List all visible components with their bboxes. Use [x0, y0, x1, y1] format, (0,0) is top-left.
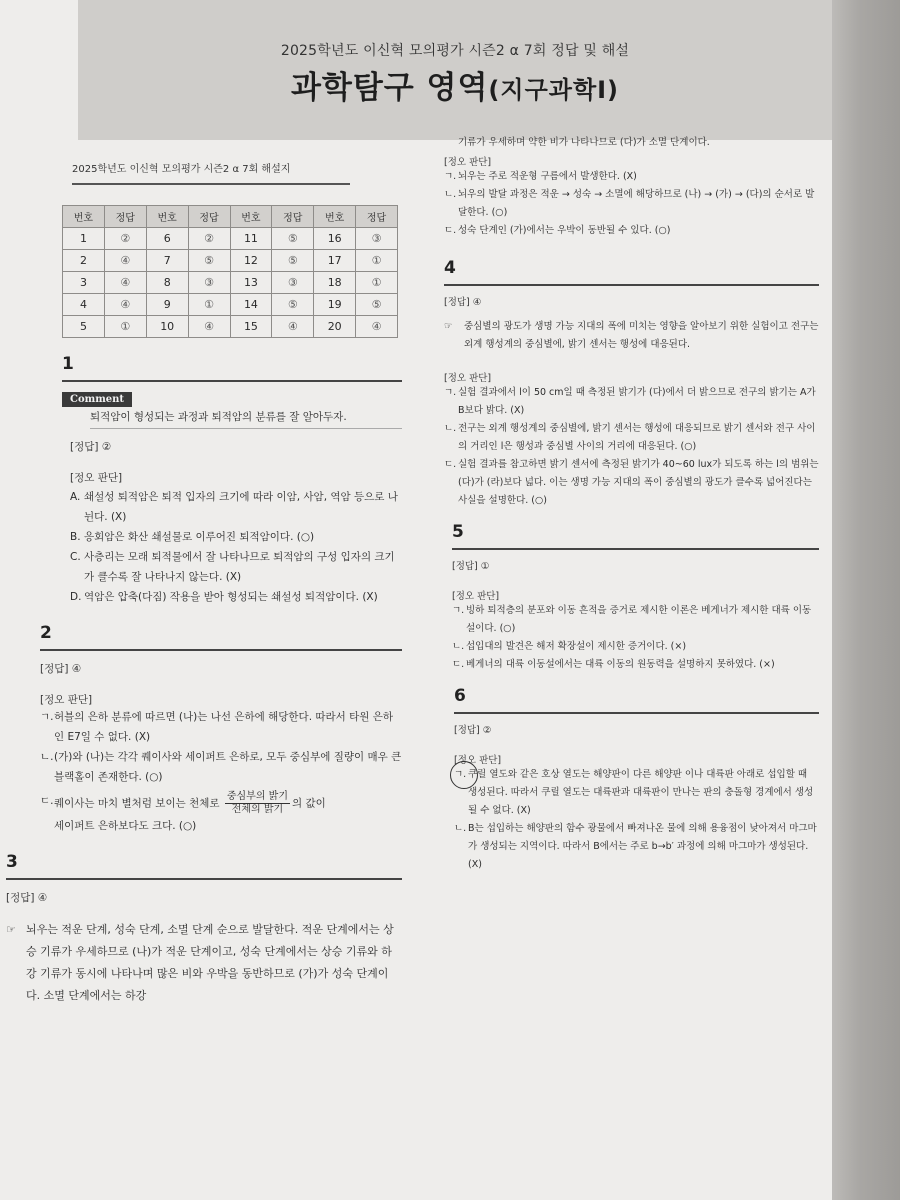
- item-marker: B.: [70, 531, 81, 543]
- table-cell: 7: [146, 250, 188, 272]
- item-marker: A.: [70, 491, 81, 503]
- judgment-list: [444, 384, 819, 510]
- explanation-paragraph: [444, 318, 819, 354]
- table-cell: 10: [146, 316, 188, 338]
- table-header-cell: 정답: [104, 206, 146, 228]
- item-text: 뇌우는 주로 적운형 구름에서 발생한다. (X): [458, 171, 637, 182]
- table-header-cell: 정답: [356, 206, 398, 228]
- item-marker: ㄴ.: [452, 641, 465, 652]
- question-rule: [62, 380, 402, 382]
- answer-label: [정답] ④: [40, 663, 82, 675]
- judgment-item: [444, 186, 819, 222]
- question-rule: [40, 649, 402, 651]
- judgment-heading: [정오 판단]: [70, 472, 123, 484]
- item-marker: ㄱ.: [444, 387, 457, 398]
- table-cell: 1: [63, 228, 105, 250]
- judgment-heading: [정오 판단]: [444, 373, 492, 384]
- q3-explanation-continued: [458, 134, 819, 152]
- table-cell: 17: [314, 250, 356, 272]
- table-cell: ①: [188, 294, 230, 316]
- table-cell: ④: [104, 272, 146, 294]
- table-cell: ⑤: [272, 228, 314, 250]
- question-5-section: [452, 522, 819, 674]
- item-marker: ㄷ.: [452, 659, 465, 670]
- judgment-list: [40, 707, 402, 836]
- table-cell: 14: [230, 294, 272, 316]
- question-1-section: [62, 354, 402, 607]
- table-cell: 4: [63, 294, 105, 316]
- item-text: [54, 791, 402, 816]
- item-text: 세이퍼트 은하보다도 크다. (○): [54, 820, 197, 832]
- question-4-section: [444, 258, 819, 510]
- table-cell: 19: [314, 294, 356, 316]
- item-text: B는 섭입하는 해양판의 함수 광물에서 빠져나온 물에 의해 용융점이 낮아져서 마그마가 생성되는 지역이다. 따라서 B에서는 주로 b→b′ 과정에 의해 마그마가 생성된다. (X): [468, 823, 817, 870]
- item-text: 쇄설성 퇴적암은 퇴적 입자의 크기에 따라 이암, 사암, 역암 등으로 나뉜다. (X): [84, 491, 398, 523]
- right-column: [444, 134, 819, 874]
- item-text-post: 의 값이: [291, 797, 326, 810]
- comment-text: 퇴적암이 형성되는 과정과 퇴적암의 분류를 잘 알아두자.: [90, 409, 402, 429]
- judgment-item: [70, 587, 402, 607]
- item-marker: C.: [70, 551, 81, 563]
- judgment-heading: [정오 판단]: [444, 157, 492, 168]
- table-cell: ⑤: [272, 250, 314, 272]
- judgment-heading: [정오 판단]: [452, 591, 500, 602]
- explanation-paragraph: [6, 919, 402, 1007]
- table-cell: 20: [314, 316, 356, 338]
- question-number: 2: [40, 623, 52, 643]
- item-marker: ㄴ.: [444, 423, 457, 434]
- answer-label: [정답] ②: [454, 725, 492, 736]
- answer-label: [정답] ①: [452, 561, 490, 572]
- item-text: 쿠릴 열도와 같은 호상 열도는 해양판이 다른 해양판 이나 대륙판 아래로 섭입할 때 생성된다. 따라서 쿠릴 열도는 대륙판과 대륙판이 만나는 판의 충돌형 경계에서 생성될 수 없다. (X): [468, 769, 814, 816]
- item-text: 사층리는 모래 퇴적물에서 잘 나타나므로 퇴적암의 구성 입자의 크기가 클수록 잘 나타나지 않는다. (X): [84, 551, 395, 583]
- question-rule: [444, 284, 819, 286]
- answer-label: [정답] ④: [444, 297, 482, 308]
- header-title: [78, 62, 832, 107]
- judgment-list: [452, 602, 819, 674]
- item-text: 실험 결과를 참고하면 밝기 센서에 측정된 밝기가 40~60 lux가 되도록 하는 l의 범위는 (다)가 (라)보다 넓다. 이는 생명 가능 지대의 폭이 중심별의 광도가 클수록 넓어진다는 사실을 설명한다. (○): [458, 459, 819, 506]
- item-text: (가)와 (나)는 각각 퀘이사와 세이퍼트 은하로, 모두 중심부에 질량이 매우 큰 블랙홀이 존재한다. (○): [54, 751, 402, 783]
- question-rule: [452, 548, 819, 550]
- table-header-cell: 번호: [146, 206, 188, 228]
- item-text: 허블의 은하 분류에 따르면 (나)는 나선 은하에 해당한다. 따라서 타원 은하인 E7일 수 없다. (X): [54, 711, 394, 743]
- answer-label: [정답] ②: [70, 441, 112, 453]
- table-cell: 12: [230, 250, 272, 272]
- fraction-numerator: 중심부의 밝기: [226, 791, 288, 802]
- table-cell: 5: [63, 316, 105, 338]
- item-text: 성숙 단계인 (가)에서는 우박이 동반될 수 있다. (○): [458, 225, 671, 236]
- header-title-main: 과학탐구 영역: [290, 70, 489, 106]
- table-cell: ④: [104, 250, 146, 272]
- table-row: [63, 250, 398, 272]
- table-cell: ⑤: [188, 250, 230, 272]
- judgment-list: [444, 168, 819, 240]
- header-band: [78, 0, 832, 140]
- question-number: 6: [454, 686, 466, 706]
- judgment-item: [70, 547, 402, 587]
- item-marker: ㄷ.: [40, 795, 54, 807]
- comment-tag: Comment: [62, 392, 132, 407]
- judgment-item: [70, 487, 402, 527]
- left-column: [6, 160, 402, 1007]
- pointer-icon: ☞: [6, 923, 16, 936]
- judgment-item: [454, 820, 819, 874]
- question-rule: [6, 878, 402, 880]
- handwritten-circle-mark: [450, 761, 478, 789]
- item-marker: ㄱ.: [444, 171, 457, 182]
- item-text: 실험 결과에서 l이 50 cm일 때 측정된 밝기가 (다)에서 더 밝으므로 전구의 밝기는 A가 B보다 밝다. (X): [458, 387, 816, 416]
- table-header-cell: 번호: [230, 206, 272, 228]
- judgment-item: [40, 747, 402, 787]
- table-row: [63, 294, 398, 316]
- table-cell: ①: [356, 250, 398, 272]
- table-cell: 2: [63, 250, 105, 272]
- item-marker: ㄴ.: [444, 189, 457, 200]
- question-number: 4: [444, 258, 456, 278]
- table-cell: ④: [188, 316, 230, 338]
- table-cell: ①: [356, 272, 398, 294]
- table-row: [63, 272, 398, 294]
- item-text: 응회암은 화산 쇄설물로 이루어진 퇴적암이다. (○): [84, 531, 315, 543]
- question-number: 5: [452, 522, 464, 542]
- item-marker: ㄴ.: [454, 823, 467, 834]
- judgment-item: [444, 456, 819, 510]
- judgment-item: [452, 638, 819, 656]
- item-text: 역암은 압축(다짐) 작용을 받아 형성되는 쇄설성 퇴적암이다. (X): [84, 591, 378, 603]
- pointer-icon: ☞: [444, 321, 453, 332]
- item-text: 뇌우의 발달 과정은 적운 → 성숙 → 소멸에 해당하므로 (나) → (가) → (다)의 순서로 발달한다. (○): [458, 189, 815, 218]
- judgment-list: [454, 766, 819, 874]
- background-surface: [832, 0, 900, 1200]
- table-cell: ③: [272, 272, 314, 294]
- table-cell: ①: [104, 316, 146, 338]
- judgment-item: [444, 222, 819, 240]
- item-marker: ㄱ.: [454, 769, 467, 780]
- fraction-denominator: 전체의 밝기: [231, 804, 284, 815]
- judgment-item: [444, 384, 819, 420]
- header-title-subject: (지구과학Ⅰ): [488, 76, 620, 104]
- table-cell: ③: [356, 228, 398, 250]
- table-cell: ⑤: [356, 294, 398, 316]
- table-cell: ④: [356, 316, 398, 338]
- judgment-item: [40, 791, 402, 816]
- item-marker: ㄷ.: [444, 459, 457, 470]
- item-text: 베게너의 대륙 이동설에서는 대륙 이동의 원동력을 설명하지 못하였다. (×): [466, 659, 775, 670]
- answer-label: [정답] ④: [6, 892, 48, 904]
- question-6-section: [454, 686, 819, 874]
- item-marker: ㄷ.: [444, 225, 457, 236]
- question-number: 1: [62, 354, 74, 374]
- table-header-cell: 정답: [188, 206, 230, 228]
- table-cell: 15: [230, 316, 272, 338]
- question-rule: [454, 712, 819, 714]
- judgment-item: [452, 602, 819, 638]
- table-cell: 11: [230, 228, 272, 250]
- item-text: 섭입대의 발견은 해저 확장설이 제시한 증거이다. (×): [466, 641, 687, 652]
- table-cell: 3: [63, 272, 105, 294]
- table-cell: 13: [230, 272, 272, 294]
- table-cell: ④: [104, 294, 146, 316]
- judgment-item: [454, 766, 819, 820]
- judgment-list: [70, 487, 402, 607]
- table-cell: 18: [314, 272, 356, 294]
- item-text-pre: 퀘이사는 마치 별처럼 보이는 천체로: [54, 797, 220, 810]
- judgment-item: [452, 656, 819, 674]
- table-header-cell: 정답: [272, 206, 314, 228]
- table-cell: ⑤: [272, 294, 314, 316]
- judgment-item: [40, 707, 402, 747]
- table-cell: 8: [146, 272, 188, 294]
- item-marker: ㄱ.: [452, 605, 465, 616]
- table-cell: ②: [104, 228, 146, 250]
- table-cell: ④: [272, 316, 314, 338]
- brightness-ratio-fraction: [225, 791, 290, 816]
- question-number: 3: [6, 852, 18, 872]
- explanation-text: 뇌우는 적운 단계, 성숙 단계, 소멸 단계 순으로 발달한다. 적운 단계에서는 상승 기류가 우세하므로 (나)가 적운 단계이고, 성숙 단계에서는 상승 기류와 하강 기류가 동시에 나타나며 많은 비와 우박을 동반하므로 (가)가 성숙 단계이다. 소멸 단계에서는 하강: [26, 923, 394, 1002]
- judgment-heading: [정오 판단]: [40, 694, 93, 706]
- item-text: 전구는 외계 행성계의 중심별에, 밝기 센서는 행성에 대응되므로 밝기 센서와 전구 사이의 거리인 l은 행성과 중심별 사이의 거리에 대응된다. (○): [458, 423, 816, 452]
- answer-table: [62, 205, 398, 338]
- table-cell: ③: [188, 272, 230, 294]
- explanation-text: 중심별의 광도가 생명 가능 지대의 폭에 미치는 영향을 알아보기 위한 실험이고 전구는 외계 행성계의 중심별에, 밝기 센서는 행성에 대응된다.: [464, 321, 819, 350]
- judgment-heading: [정오 판단]: [454, 755, 502, 766]
- table-row: [63, 228, 398, 250]
- item-marker: ㄱ.: [40, 711, 54, 723]
- question-2-section: [40, 623, 402, 836]
- table-cell: ②: [188, 228, 230, 250]
- question-3-section: [6, 852, 402, 1007]
- table-cell: 9: [146, 294, 188, 316]
- item-marker: ㄴ.: [40, 751, 54, 763]
- document-title: 2025학년도 이신혁 모의평가 시즌2 α 7회 해설지: [72, 164, 291, 175]
- table-header-cell: 번호: [314, 206, 356, 228]
- judgment-item: [444, 420, 819, 456]
- judgment-item-continued: [40, 816, 402, 836]
- table-header-cell: 번호: [63, 206, 105, 228]
- item-marker: D.: [70, 591, 82, 603]
- table-cell: 16: [314, 228, 356, 250]
- table-row: [63, 316, 398, 338]
- explanation-text: 기류가 우세하며 약한 비가 나타나므로 (다)가 소멸 단계이다.: [458, 137, 710, 148]
- answer-table-header: [63, 206, 398, 228]
- title-rule: [72, 183, 350, 185]
- judgment-item: [444, 168, 819, 186]
- header-subtitle: 2025학년도 이신혁 모의평가 시즌2 α 7회 정답 및 해설: [280, 43, 630, 59]
- table-cell: 6: [146, 228, 188, 250]
- judgment-item: [70, 527, 402, 547]
- item-text: 빙하 퇴적층의 분포와 이동 흔적을 증거로 제시한 이론은 베게너가 제시한 대륙 이동설이다. (○): [466, 605, 812, 634]
